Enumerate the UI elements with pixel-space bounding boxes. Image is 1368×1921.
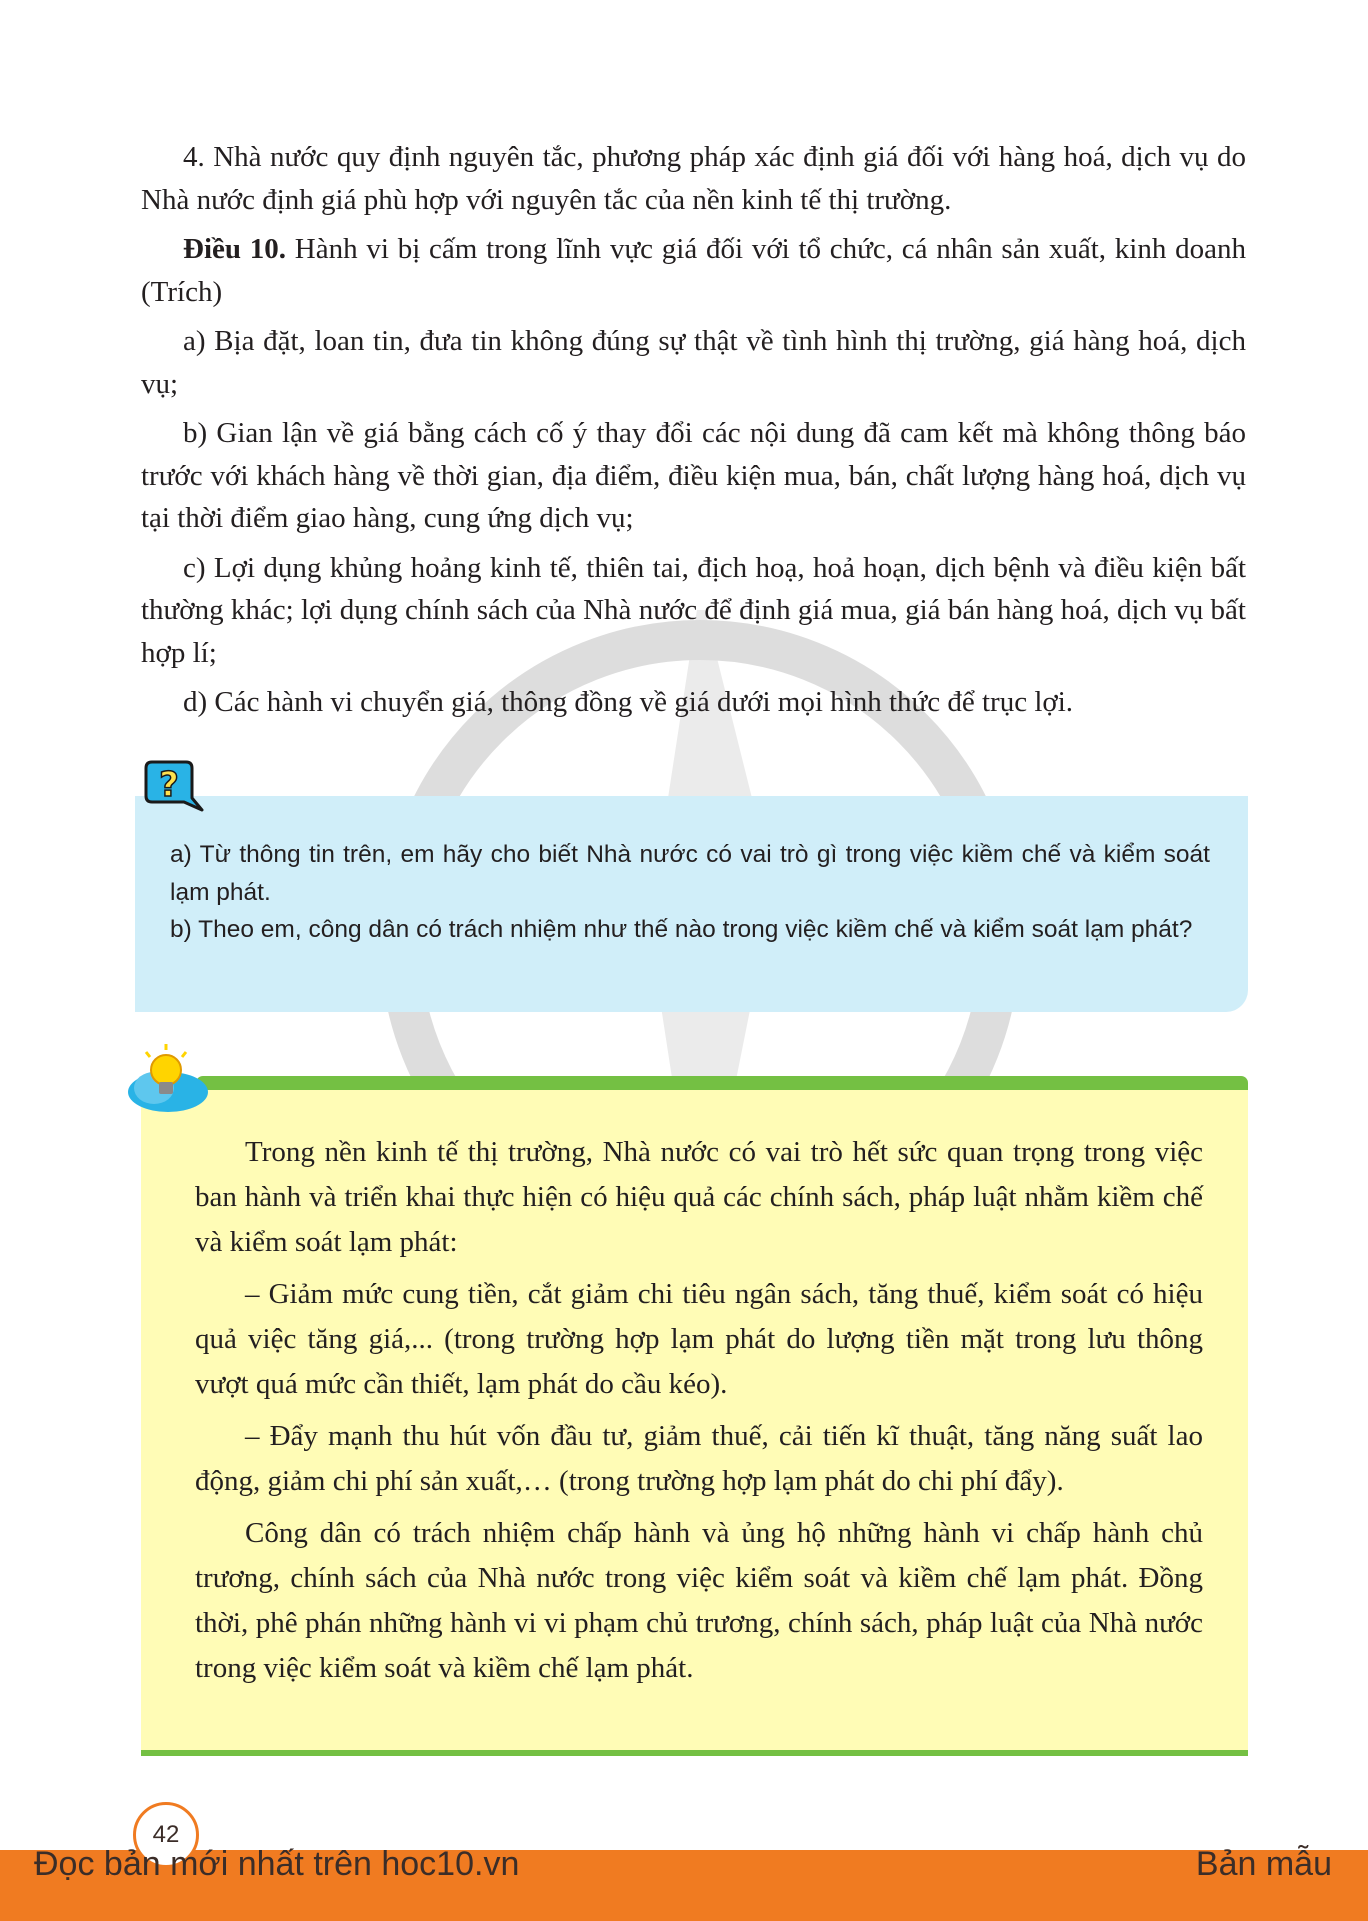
- article-10-label: Điều 10.: [183, 233, 287, 265]
- footer-link-text[interactable]: Đọc bản mới nhất trên hoc10.vn: [34, 1845, 520, 1883]
- law-item-c: c) Lợi dụng khủng hoảng kinh tế, thiên tai, địch hoạ, hoả hoạn, dịch bệnh và điều kiện bất thường khác; lợi dụng chính sách của Nhà nước để định giá mua, giá bán hàng hoá, dịch vụ bất hợp lí;: [141, 551, 1246, 669]
- article-10-text: Hành vi bị cấm trong lĩnh vực giá đối với tổ chức, cá nhân sản xuất, kinh doanh (Trích): [141, 233, 1247, 308]
- question-text: [170, 836, 1210, 949]
- conclusion-paragraph-3: – Đẩy mạnh thu hút vốn đầu tư, giảm thuế, cải tiến kĩ thuật, tăng năng suất lao động, giảm chi phí sản xuất,… (trong trường hợp lạm phát do chi phí đẩy).: [195, 1420, 1203, 1497]
- law-item-a: a) Bịa đặt, loan tin, đưa tin không đúng sự thật về tình hình thị trường, giá hàng hoá, dịch vụ;: [141, 325, 1246, 400]
- question-b: b) Theo em, công dân có trách nhiệm như thế nào trong việc kiềm chế và kiểm soát lạm phát?: [170, 916, 1193, 943]
- svg-text:?: ?: [159, 765, 179, 805]
- page-number: 42: [133, 1802, 199, 1868]
- conclusion-paragraph-1: Trong nền kinh tế thị trường, Nhà nước có vai trò hết sức quan trọng trong việc ban hành và triển khai thực hiện có hiệu quả các chính sách, pháp luật nhằm kiềm chế và kiểm soát lạm phát:: [195, 1136, 1203, 1258]
- question-mark-icon: [140, 760, 206, 816]
- conclusion-top-bar: [196, 1076, 1248, 1090]
- question-a: a) Từ thông tin trên, em hãy cho biết Nhà nước có vai trò gì trong việc kiềm chế và kiểm soát lạm phát.: [170, 841, 1210, 906]
- law-item-d: d) Các hành vi chuyển giá, thông đồng về giá dưới mọi hình thức để trục lợi.: [183, 686, 1074, 718]
- conclusion-text: [195, 1130, 1203, 1698]
- footer-sample-label: Bản mẫu: [1195, 1845, 1332, 1883]
- law-paragraph-4: 4. Nhà nước quy định nguyên tắc, phương pháp xác định giá đối với hàng hoá, dịch vụ do Nhà nước định giá phù hợp với nguyên tắc của nền kinh tế thị trường.: [141, 141, 1246, 216]
- conclusion-bottom-bar: [141, 1750, 1248, 1756]
- law-excerpt: [141, 136, 1246, 731]
- lightbulb-icon: [124, 1040, 216, 1120]
- law-item-b: b) Gian lận về giá bằng cách cố ý thay đổi các nội dung đã cam kết mà không thông báo trước với khách hàng về thời gian, địa điểm, điều kiện mua, bán, chất lượng hàng hoá, dịch vụ tại thời điểm giao hàng, cung ứng dịch vụ;: [141, 417, 1246, 534]
- conclusion-paragraph-4: Công dân có trách nhiệm chấp hành và ủng hộ những hành vi chấp hành chủ trương, chính sách của Nhà nước trong việc kiểm soát và kiềm chế lạm phát. Đồng thời, phê phán những hành vi vi phạm chủ trương, chính sách, pháp luật của Nhà nước trong việc kiểm soát và kiềm chế lạm phát.: [195, 1517, 1203, 1684]
- conclusion-paragraph-2: – Giảm mức cung tiền, cắt giảm chi tiêu ngân sách, tăng thuế, kiểm soát có hiệu quả việc tăng giá,... (trong trường hợp lạm phát do lượng tiền mặt trong lưu thông vượt quá mức cần thiết, lạm phát do cầu kéo).: [195, 1278, 1203, 1400]
- article-10: [141, 228, 1246, 313]
